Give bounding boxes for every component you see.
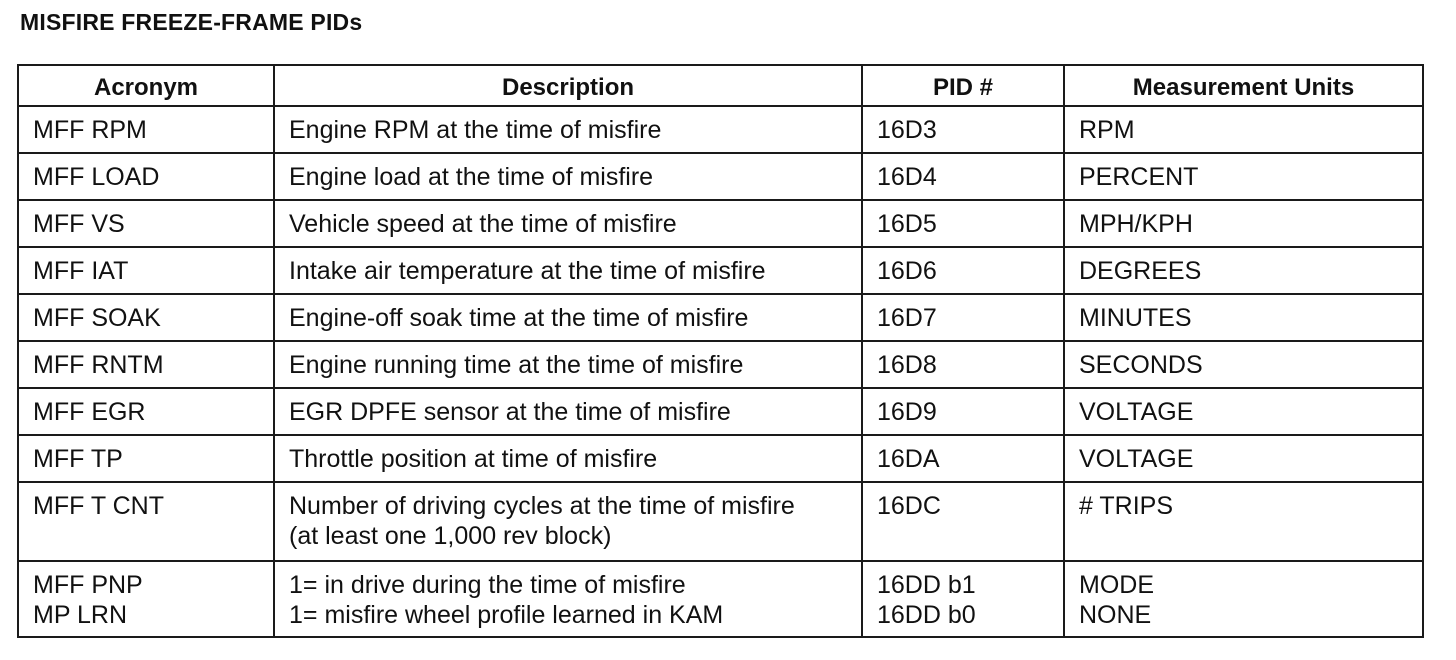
header-acronym: Acronym bbox=[18, 65, 274, 106]
cell-units-text: DEGREES bbox=[1079, 257, 1202, 285]
cell-units-text: VOLTAGE bbox=[1079, 445, 1194, 473]
cell-pid-text: 16DC bbox=[877, 492, 941, 520]
document-title: MISFIRE FREEZE-FRAME PIDs bbox=[20, 9, 363, 35]
cell-units-text: SECONDS bbox=[1079, 351, 1203, 379]
cell-units-text: VOLTAGE bbox=[1079, 398, 1194, 426]
cell-acronym-text: MP LRN bbox=[33, 601, 128, 629]
header-pid: PID # bbox=[862, 65, 1064, 106]
cell-acronym bbox=[18, 341, 274, 388]
cell-units bbox=[1064, 153, 1423, 200]
cell-acronym-text: MFF LOAD bbox=[33, 163, 160, 191]
table-header-row bbox=[18, 65, 1423, 106]
cell-description bbox=[274, 435, 862, 482]
cell-pid-text: 16D9 bbox=[877, 398, 937, 426]
cell-description-text: 1= in drive during the time of misfire bbox=[289, 571, 686, 599]
cell-units bbox=[1064, 388, 1423, 435]
cell-description-text: Intake air temperature at the time of misfire bbox=[289, 257, 766, 285]
cell-pid bbox=[862, 482, 1064, 561]
cell-pid-text: 16D6 bbox=[877, 257, 937, 285]
table-body bbox=[18, 106, 1423, 637]
cell-pid-text: 16D3 bbox=[877, 116, 937, 144]
cell-description-text: Throttle position at time of misfire bbox=[289, 445, 658, 473]
cell-units bbox=[1064, 106, 1423, 153]
table-row bbox=[18, 247, 1423, 294]
cell-units-text: # TRIPS bbox=[1079, 492, 1174, 520]
table-row bbox=[18, 388, 1423, 435]
header-measurement-units: Measurement Units bbox=[1064, 65, 1423, 106]
cell-units bbox=[1064, 341, 1423, 388]
cell-acronym bbox=[18, 153, 274, 200]
cell-units bbox=[1064, 294, 1423, 341]
cell-units-text: MPH/KPH bbox=[1079, 210, 1193, 238]
cell-acronym bbox=[18, 561, 274, 637]
cell-acronym bbox=[18, 106, 274, 153]
cell-description-text: 1= misfire wheel profile learned in KAM bbox=[289, 601, 724, 629]
cell-description bbox=[274, 482, 862, 561]
cell-acronym-text: MFF SOAK bbox=[33, 304, 161, 332]
cell-acronym bbox=[18, 294, 274, 341]
cell-description bbox=[274, 388, 862, 435]
cell-acronym-text: MFF RNTM bbox=[33, 351, 164, 379]
cell-pid-text: 16D8 bbox=[877, 351, 937, 379]
cell-units-text: MODE bbox=[1079, 571, 1154, 599]
cell-description-text: (at least one 1,000 rev block) bbox=[289, 522, 612, 550]
cell-pid bbox=[862, 200, 1064, 247]
cell-pid-text: 16D5 bbox=[877, 210, 937, 238]
cell-pid-text: 16DA bbox=[877, 445, 940, 473]
cell-acronym-text: MFF T CNT bbox=[33, 492, 165, 520]
cell-acronym bbox=[18, 247, 274, 294]
cell-acronym bbox=[18, 200, 274, 247]
cell-units-text: RPM bbox=[1079, 116, 1135, 144]
cell-pid bbox=[862, 435, 1064, 482]
table-row bbox=[18, 435, 1423, 482]
cell-pid-text: 16DD b1 bbox=[877, 571, 976, 599]
table-row bbox=[18, 294, 1423, 341]
cell-units bbox=[1064, 435, 1423, 482]
cell-description bbox=[274, 341, 862, 388]
cell-description-text: Engine load at the time of misfire bbox=[289, 163, 654, 191]
pid-table bbox=[17, 64, 1424, 638]
table-row bbox=[18, 561, 1423, 637]
cell-acronym bbox=[18, 482, 274, 561]
cell-description-text: Engine running time at the time of misfire bbox=[289, 351, 744, 379]
cell-description bbox=[274, 294, 862, 341]
cell-acronym-text: MFF TP bbox=[33, 445, 123, 473]
cell-description-text: Engine-off soak time at the time of misfire bbox=[289, 304, 749, 332]
cell-units-text: NONE bbox=[1079, 601, 1152, 629]
table-row bbox=[18, 341, 1423, 388]
cell-acronym-text: MFF PNP bbox=[33, 571, 143, 599]
cell-pid bbox=[862, 388, 1064, 435]
header-description: Description bbox=[274, 65, 862, 106]
table-row bbox=[18, 482, 1423, 561]
cell-units-text: MINUTES bbox=[1079, 304, 1192, 332]
cell-pid bbox=[862, 153, 1064, 200]
cell-description bbox=[274, 106, 862, 153]
cell-units bbox=[1064, 561, 1423, 637]
table-row bbox=[18, 106, 1423, 153]
cell-description-text: Engine RPM at the time of misfire bbox=[289, 116, 662, 144]
cell-description bbox=[274, 153, 862, 200]
cell-description-text: Number of driving cycles at the time of misfire bbox=[289, 492, 795, 520]
cell-description-text: Vehicle speed at the time of misfire bbox=[289, 210, 677, 238]
cell-description bbox=[274, 247, 862, 294]
cell-units bbox=[1064, 200, 1423, 247]
cell-pid bbox=[862, 341, 1064, 388]
cell-description bbox=[274, 200, 862, 247]
cell-units bbox=[1064, 247, 1423, 294]
table-row bbox=[18, 200, 1423, 247]
cell-pid-text: 16DD b0 bbox=[877, 601, 976, 629]
cell-acronym bbox=[18, 435, 274, 482]
cell-pid-text: 16D4 bbox=[877, 163, 937, 191]
cell-pid bbox=[862, 106, 1064, 153]
cell-pid bbox=[862, 561, 1064, 637]
cell-acronym-text: MFF RPM bbox=[33, 116, 147, 144]
table-row bbox=[18, 153, 1423, 200]
cell-acronym-text: MFF VS bbox=[33, 210, 125, 238]
cell-description-text: EGR DPFE sensor at the time of misfire bbox=[289, 398, 731, 426]
cell-acronym-text: MFF EGR bbox=[33, 398, 146, 426]
cell-units-text: PERCENT bbox=[1079, 163, 1199, 191]
cell-units bbox=[1064, 482, 1423, 561]
cell-acronym bbox=[18, 388, 274, 435]
cell-description bbox=[274, 561, 862, 637]
cell-pid bbox=[862, 247, 1064, 294]
cell-pid bbox=[862, 294, 1064, 341]
cell-pid-text: 16D7 bbox=[877, 304, 937, 332]
cell-acronym-text: MFF IAT bbox=[33, 257, 129, 285]
